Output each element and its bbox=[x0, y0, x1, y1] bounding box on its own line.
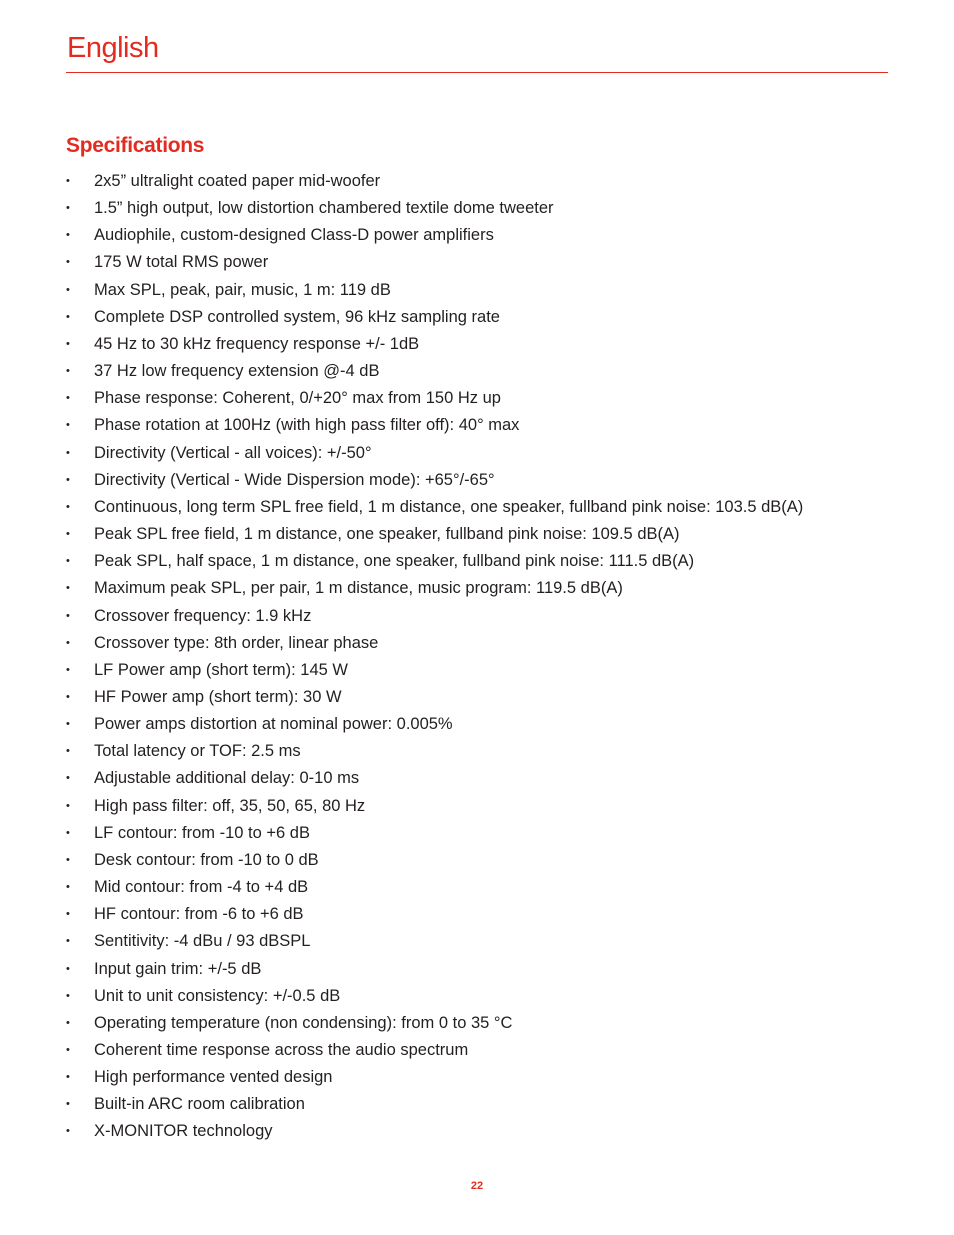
spec-text: HF Power amp (short term): 30 W bbox=[94, 687, 342, 706]
spec-text: Peak SPL free field, 1 m distance, one speaker, fullband pink noise: 109.5 dB(A) bbox=[94, 525, 680, 544]
spec-text: Desk contour: from -10 to 0 dB bbox=[94, 850, 319, 869]
spec-text: Audiophile, custom-designed Class-D power amplifiers bbox=[94, 226, 494, 245]
spec-text: Built-in ARC room calibration bbox=[94, 1095, 305, 1114]
bullet-icon: • bbox=[66, 392, 70, 405]
bullet-icon: • bbox=[66, 1125, 70, 1138]
bullet-icon: • bbox=[66, 718, 70, 731]
bullet-icon: • bbox=[66, 799, 70, 812]
bullet-icon: • bbox=[66, 1016, 70, 1029]
spec-text: X-MONITOR technology bbox=[94, 1122, 273, 1141]
spec-text: Directivity (Vertical - Wide Dispersion mode): +65°/-65° bbox=[94, 470, 495, 489]
bullet-icon: • bbox=[66, 881, 70, 894]
bullet-icon: • bbox=[66, 175, 70, 187]
bullet-icon: • bbox=[66, 826, 70, 839]
bullet-icon: • bbox=[66, 636, 70, 649]
spec-text: Input gain trim: +/-5 dB bbox=[94, 959, 262, 978]
spec-text: Continuous, long term SPL free field, 1 m distance, one speaker, fullband pink noise: 103.5 dB(A) bbox=[94, 497, 804, 516]
bullet-icon: • bbox=[66, 1071, 70, 1084]
spec-text: Mid contour: from -4 to +4 dB bbox=[94, 878, 309, 897]
spec-text: 175 W total RMS power bbox=[94, 253, 269, 272]
spec-text: High performance vented design bbox=[94, 1068, 333, 1087]
spec-text: Directivity (Vertical - all voices): +/-50° bbox=[94, 443, 372, 462]
bullet-icon: • bbox=[66, 989, 70, 1002]
spec-text: 45 Hz to 30 kHz frequency response +/- 1dB bbox=[94, 334, 420, 353]
bullet-icon: • bbox=[66, 202, 70, 215]
spec-text: LF Power amp (short term): 145 W bbox=[94, 660, 348, 679]
spec-text: Adjustable additional delay: 0-10 ms bbox=[94, 769, 360, 788]
spec-text: Peak SPL, half space, 1 m distance, one speaker, fullband pink noise: 111.5 dB(A) bbox=[94, 552, 695, 571]
bullet-icon: • bbox=[66, 473, 70, 486]
bullet-icon: • bbox=[66, 582, 70, 595]
spec-text: Phase rotation at 100Hz (with high pass filter off): 40° max bbox=[94, 416, 520, 435]
spec-text: LF contour: from -10 to +6 dB bbox=[94, 823, 310, 842]
bullet-icon: • bbox=[66, 690, 70, 703]
spec-text: Unit to unit consistency: +/-0.5 dB bbox=[94, 986, 341, 1005]
bullet-icon: • bbox=[66, 528, 70, 541]
bullet-icon: • bbox=[66, 446, 70, 459]
spec-text: Operating temperature (non condensing): from 0 to 35 °C bbox=[94, 1013, 513, 1032]
bullet-icon: • bbox=[66, 365, 70, 378]
spec-text: Max SPL, peak, pair, music, 1 m: 119 dB bbox=[94, 280, 391, 299]
spec-text: HF contour: from -6 to +6 dB bbox=[94, 905, 304, 924]
page-number: 22 bbox=[470, 1180, 484, 1192]
bullet-icon: • bbox=[66, 310, 70, 323]
spec-text: 2x5” ultralight coated paper mid-woofer bbox=[94, 172, 381, 190]
bullet-icon: • bbox=[66, 419, 70, 432]
bullet-icon: • bbox=[66, 663, 70, 676]
bullet-icon: • bbox=[66, 256, 70, 269]
spec-text: Sentitivity: -4 dBu / 93 dBSPL bbox=[94, 932, 311, 951]
spec-text: Power amps distortion at nominal power: 0.005% bbox=[94, 715, 453, 734]
spec-text: Maximum peak SPL, per pair, 1 m distance, music program: 119.5 dB(A) bbox=[94, 579, 623, 598]
bullet-icon: • bbox=[66, 935, 70, 948]
section-heading: Specifications bbox=[66, 134, 205, 157]
bullet-icon: • bbox=[66, 229, 70, 242]
bullet-icon: • bbox=[66, 500, 70, 513]
bullet-icon: • bbox=[66, 853, 70, 866]
bullet-icon: • bbox=[66, 908, 70, 921]
spec-text: 37 Hz low frequency extension @-4 dB bbox=[94, 362, 380, 381]
header-divider bbox=[66, 72, 888, 73]
bullet-icon: • bbox=[66, 745, 70, 758]
spec-text: Crossover type: 8th order, linear phase bbox=[94, 633, 379, 652]
bullet-icon: • bbox=[66, 555, 70, 568]
bullet-icon: • bbox=[66, 1098, 70, 1111]
spec-text: High pass filter: off, 35, 50, 65, 80 Hz bbox=[94, 796, 366, 815]
spec-text: Total latency or TOF: 2.5 ms bbox=[94, 742, 301, 761]
spec-text: Crossover frequency: 1.9 kHz bbox=[94, 606, 312, 625]
spec-text: Coherent time response across the audio spectrum bbox=[94, 1041, 469, 1059]
bullet-icon: • bbox=[66, 337, 70, 350]
spec-text: 1.5” high output, low distortion chambered textile dome tweeter bbox=[94, 199, 554, 218]
bullet-icon: • bbox=[66, 609, 70, 622]
bullet-icon: • bbox=[66, 1044, 70, 1056]
bullet-icon: • bbox=[66, 283, 70, 296]
bullet-icon: • bbox=[66, 772, 70, 785]
spec-text: Complete DSP controlled system, 96 kHz sampling rate bbox=[94, 307, 500, 326]
spec-text: Phase response: Coherent, 0/+20° max from 150 Hz up bbox=[94, 389, 501, 408]
bullet-icon: • bbox=[66, 962, 70, 975]
page-language-title: English bbox=[67, 32, 159, 64]
